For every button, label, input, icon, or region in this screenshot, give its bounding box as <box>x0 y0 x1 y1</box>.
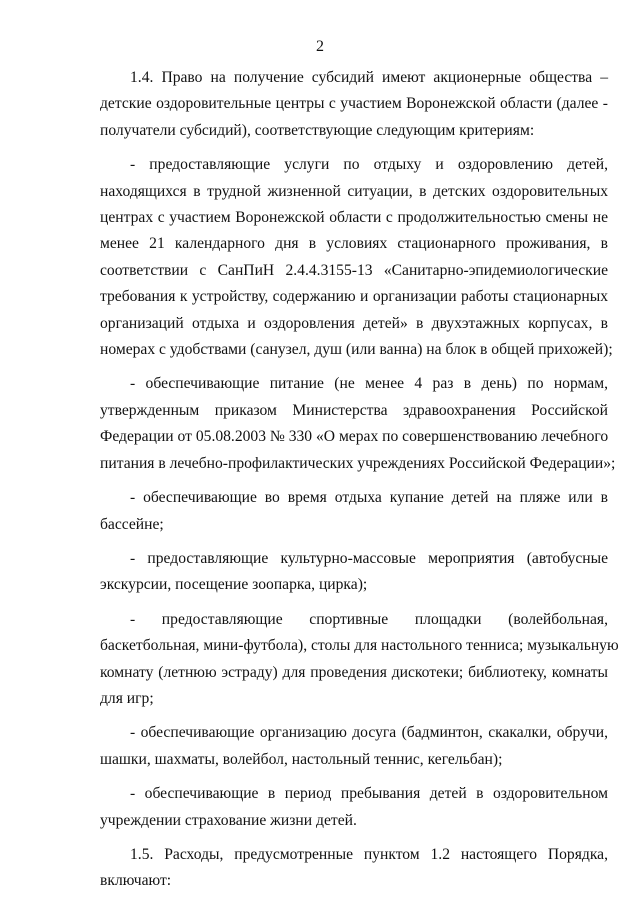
criterion-cultural-events <box>100 546 608 599</box>
text-line: менее 21 календарного дня в условиях стационарного проживания, в <box>100 235 608 253</box>
text-line: номерах с удобствами (санузел, душ (или ванна) на блок в общей прихожей); <box>100 341 613 359</box>
text-line: для игр; <box>100 689 154 707</box>
text-line: находящихся в трудной жизненной ситуации, в детских оздоровительных <box>100 182 608 200</box>
criterion-nutrition <box>100 371 616 477</box>
text-line: требования к устройству, содержанию и организации работы стационарных <box>100 288 608 306</box>
text-line: - обеспечивающие питание (не менее 4 раз в день) по нормам, <box>130 375 608 393</box>
text-line: центрах с участием Воронежской области с продолжительностью смены не <box>100 209 608 227</box>
text-line: экскурсии, посещение зоопарка, цирка); <box>100 576 368 594</box>
text-line: получатели субсидий), соответствующие следующим критериям: <box>100 121 535 139</box>
text-line: шашки, шахматы, волейбол, настольный теннис, кегельбан); <box>100 750 503 768</box>
text-line: утвержденным приказом Министерства здравоохранения Российской <box>100 401 608 419</box>
text-line: Федерации от 05.08.2003 № 330 «О мерах по совершенствованию лечебного <box>100 428 609 446</box>
criterion-leisure <box>100 720 608 773</box>
text-line: - обеспечивающие во время отдыха купание детей на пляже или в <box>130 489 608 507</box>
criterion-swimming <box>100 485 608 538</box>
text-line: детские оздоровительные центры с участием Воронежской области (далее - <box>100 95 608 113</box>
text-line: - предоставляющие культурно-массовые мероприятия (автобусные <box>130 549 608 567</box>
text-line: соответствии с СанПиН 2.4.4.3155-13 «Санитарно-эпидемиологические <box>100 261 608 279</box>
text-line: питания в лечебно-профилактических учреждениях Российской Федерации»; <box>100 454 616 472</box>
criterion-insurance <box>100 781 608 834</box>
text-line: включают: <box>100 872 172 890</box>
text-line: - предоставляющие услуги по отдыху и оздоровлению детей, <box>130 156 608 174</box>
criterion-sports-facilities <box>100 607 619 713</box>
criterion-services <box>100 152 613 363</box>
text-line: бассейне; <box>100 515 164 533</box>
text-line: 1.5. Расходы, предусмотренные пунктом 1.2 настоящего Порядка, <box>130 845 608 863</box>
text-line: баскетбольная, мини-футбола), столы для настольного тенниса; музыкальную <box>100 637 619 655</box>
text-line: комнату (летнюю эстраду) для проведения дискотеки; библиотеку, комнаты <box>100 663 608 681</box>
paragraph-1-5 <box>100 842 608 895</box>
text-line: - обеспечивающие в период пребывания детей в оздоровительном <box>130 785 608 803</box>
text-line: организаций отдыха и оздоровления детей» в двухэтажных корпусах, в <box>100 314 608 332</box>
text-line: 1.4. Право на получение субсидий имеют акционерные общества – <box>130 69 608 86</box>
text-line: - предоставляющие спортивные площадки (волейбольная, <box>130 610 608 628</box>
paragraph-1-4 <box>100 65 608 144</box>
text-line: учреждении страхование жизни детей. <box>100 811 357 829</box>
text-line: - обеспечивающие организацию досуга (бадминтон, скакалки, обручи, <box>130 724 608 742</box>
page-number: 2 <box>316 38 324 55</box>
document-body <box>100 65 619 895</box>
